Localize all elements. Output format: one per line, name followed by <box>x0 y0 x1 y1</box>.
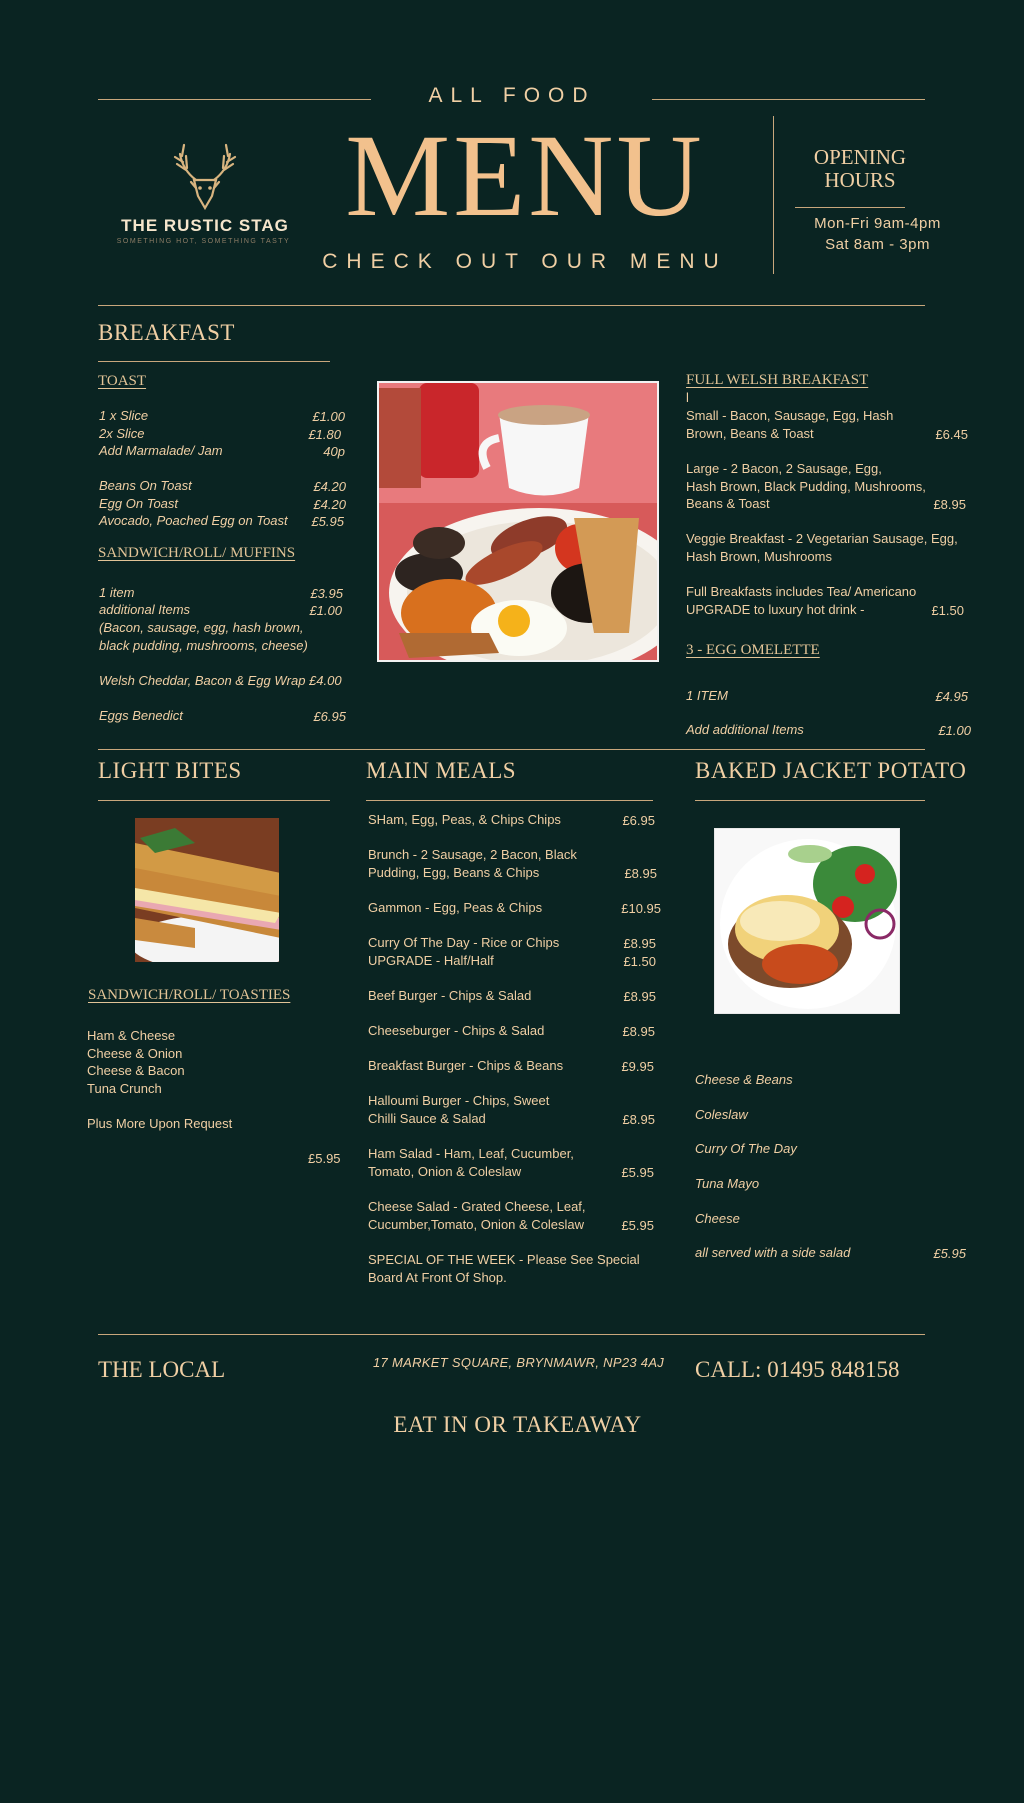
main-meal-price: £5.95 <box>621 1217 654 1233</box>
omelette-item-label: 1 ITEM <box>686 688 728 703</box>
jacket-served <box>695 1244 966 1262</box>
sandwich-fillings-note: (Bacon, sausage, egg, hash brown, black pudding, mushrooms, cheese) <box>99 620 308 653</box>
omelette-item-price: £4.95 <box>935 688 968 704</box>
opening-hours-title: OPENING HOURS <box>813 145 907 192</box>
toast-item-label: 1 x Slice <box>99 408 149 423</box>
header-bottom-rule <box>98 305 925 306</box>
welsh-wrap: Welsh Cheddar, Bacon & Egg Wrap £4.00 <box>99 673 342 688</box>
main-meal-item <box>368 1198 654 1234</box>
main-meal-price: £8.95 <box>622 1023 655 1039</box>
footer-phone: CALL: 01495 848158 <box>695 1357 900 1382</box>
jacket-filling: Tuna Mayo <box>695 1176 760 1191</box>
toast-item <box>99 477 346 495</box>
main-meal-item <box>368 987 656 1005</box>
main-meal-label: Breakfast Burger - Chips & Beans <box>368 1058 564 1073</box>
eggs-benedict-price: £6.95 <box>313 708 346 724</box>
full-welsh-item-price: £1.50 <box>931 602 964 618</box>
header-divider <box>773 116 774 274</box>
main-meal-item <box>368 1145 654 1181</box>
full-welsh-item-price: £8.95 <box>933 496 966 512</box>
omelette-item-label: Add additional Items <box>686 722 804 737</box>
main-meal-item <box>368 811 655 829</box>
main-meal-item <box>368 1057 654 1075</box>
toast-item-label: 2x Slice <box>99 426 145 441</box>
toast-item-price: £4.20 <box>313 478 346 494</box>
brand-slogan: SOMETHING HOT, SOMETHING TASTY <box>116 238 291 245</box>
main-meal-label: Brunch - 2 Sausage, 2 Bacon, Black Pudding, Egg, Beans & Chips <box>368 847 577 880</box>
main-meals-title: MAIN MEALS <box>366 758 517 783</box>
toasties-more: Plus More Upon Request <box>87 1116 233 1131</box>
section-rule <box>98 749 925 750</box>
main-meal-price: £9.95 <box>621 1058 654 1074</box>
full-welsh-item-label: Veggie Breakfast - 2 Vegetarian Sausage, Egg, Hash Brown, Mushrooms <box>686 531 958 564</box>
main-meal-item <box>368 1092 655 1128</box>
toast-item <box>99 495 346 513</box>
hours-saturday: Sat 8am - 3pm <box>825 236 930 253</box>
toast-item <box>99 512 344 530</box>
jacket-potato-title: BAKED JACKET POTATO <box>695 758 967 783</box>
toastie-photo <box>135 818 279 962</box>
toast-item <box>99 425 341 443</box>
eggs-benedict-label: Eggs Benedict <box>99 708 183 723</box>
main-meal-price: £10.95 <box>621 900 661 916</box>
main-meal-item <box>368 899 661 917</box>
main-meal-item <box>368 1022 655 1040</box>
full-welsh-item <box>686 407 968 443</box>
main-meal-label: Gammon - Egg, Peas & Chips <box>368 900 543 915</box>
eggs-benedict <box>99 707 346 725</box>
full-welsh-item <box>686 583 964 619</box>
sandwich-item-price: £1.00 <box>309 602 342 618</box>
omelette-item <box>686 687 968 705</box>
toast-item <box>99 407 345 425</box>
main-meal-label: SPECIAL OF THE WEEK - Please See Special Board At Front Of Shop. <box>368 1252 640 1285</box>
header-rule-left <box>98 99 371 100</box>
jacket-potato-rule <box>695 800 925 801</box>
toast-item-price: £5.95 <box>311 513 344 529</box>
breakfast-title: BREAKFAST <box>98 320 235 345</box>
toasties-price: £5.95 <box>308 1151 341 1166</box>
toast-heading: TOAST <box>98 373 147 389</box>
sandwich-item <box>99 584 343 602</box>
jacket-filling: Cheese & Beans <box>695 1072 793 1087</box>
brand-name: THE RUSTIC STAG <box>121 216 289 235</box>
full-welsh-item-label: Full Breakfasts includes Tea/ Americano UPGRADE to luxury hot drink - <box>686 584 917 617</box>
toast-item <box>99 442 345 460</box>
all-food-label: ALL FOOD <box>428 84 596 107</box>
toast-item-label: Add Marmalade/ Jam <box>99 443 223 458</box>
hours-weekday: Mon-Fri 9am-4pm <box>814 215 941 232</box>
toast-item-label: Avocado, Poached Egg on Toast <box>99 513 288 528</box>
hours-rule <box>795 207 905 208</box>
full-welsh-item <box>686 530 970 566</box>
main-meal-label: Cheese Salad - Grated Cheese, Leaf, Cucumber,Tomato, Onion & Coleslaw <box>368 1199 586 1232</box>
light-bites-rule <box>98 800 330 801</box>
main-meal-item <box>368 1251 658 1287</box>
jacket-served-label: all served with a side salad <box>695 1245 851 1260</box>
sandwich-item-label: 1 item <box>99 585 135 600</box>
jacket-filling: Curry Of The Day <box>695 1141 797 1156</box>
menu-tagline: CHECK OUT OUR MENU <box>322 250 728 273</box>
omelette-item-price: £1.00 <box>938 722 971 738</box>
main-meal-label: SHam, Egg, Peas, & Chips Chips <box>368 812 561 827</box>
breakfast-sandwich-heading: SANDWICH/ROLL/ MUFFINS <box>98 545 296 561</box>
sandwich-item-price: £3.95 <box>310 585 343 601</box>
footer-rule <box>98 1334 925 1335</box>
full-welsh-item <box>686 460 966 513</box>
breakfast-rule <box>98 361 330 362</box>
toasties-list: Ham & Cheese Cheese & Onion Cheese & Bacon Tuna Crunch <box>87 1028 185 1096</box>
main-meal-price: £5.95 <box>621 1164 654 1180</box>
toast-item-price: 40p <box>323 443 345 459</box>
main-meal-label: Curry Of The Day - Rice or Chips UPGRADE - Half/Half <box>368 935 560 968</box>
full-welsh-heading: FULL WELSH BREAKFAST <box>686 372 869 388</box>
main-meals-rule <box>366 800 653 801</box>
jacket-filling: Cheese <box>695 1211 740 1226</box>
main-meal-price: £8.95 <box>622 1111 655 1127</box>
eat-in-takeaway: EAT IN OR TAKEAWAY <box>393 1412 642 1437</box>
stag-icon <box>172 142 238 214</box>
footer-address: 17 MARKET SQUARE, BRYNMAWR, NP23 4AJ <box>373 1355 665 1370</box>
toast-item-price: £1.80 <box>308 426 341 442</box>
full-welsh-item-price: £6.45 <box>935 426 968 442</box>
full-welsh-item-label: Small - Bacon, Sausage, Egg, Hash Brown, Beans & Toast <box>686 408 894 441</box>
toasties-heading: SANDWICH/ROLL/ TOASTIES <box>88 987 291 1003</box>
main-meal-price: £8.95 <box>624 865 657 881</box>
main-meal-price: £8.95 £1.50 <box>623 936 656 969</box>
toast-item-label: Beans On Toast <box>99 478 192 493</box>
omelette-heading: 3 - EGG OMELETTE <box>686 642 820 658</box>
full-welsh-mark: l <box>686 390 689 405</box>
main-meal-label: Beef Burger - Chips & Salad <box>368 988 532 1003</box>
toast-item-price: £1.00 <box>312 408 345 424</box>
main-meal-price: £8.95 <box>623 988 656 1004</box>
stag-logo <box>172 142 238 214</box>
full-welsh-item-label: Large - 2 Bacon, 2 Sausage, Egg, Hash Brown, Black Pudding, Mushrooms, Beans & Toast <box>686 461 926 511</box>
main-meal-label: Halloumi Burger - Chips, Sweet Chilli Sauce & Salad <box>368 1093 550 1126</box>
menu-title: MENU <box>345 110 705 241</box>
sandwich-item-label: additional Items <box>99 602 191 617</box>
light-bites-title: LIGHT BITES <box>98 758 242 783</box>
main-meal-item <box>368 846 657 882</box>
toast-item-price: £4.20 <box>313 496 346 512</box>
jacket-potato-photo <box>714 828 900 1014</box>
jacket-filling: Coleslaw <box>695 1107 748 1122</box>
main-meal-label: Cheeseburger - Chips & Salad <box>368 1023 545 1038</box>
footer-name: THE LOCAL <box>98 1357 226 1382</box>
main-meal-item <box>368 934 656 970</box>
header-rule-right <box>652 99 925 100</box>
main-meal-price: £6.95 <box>622 812 655 828</box>
jacket-price: £5.95 <box>933 1245 966 1261</box>
toast-item-label: Egg On Toast <box>99 496 179 511</box>
full-breakfast-photo <box>377 381 659 662</box>
main-meal-label: Ham Salad - Ham, Leaf, Cucumber, Tomato, Onion & Coleslaw <box>368 1146 574 1179</box>
omelette-item <box>686 721 971 739</box>
sandwich-item <box>99 601 342 619</box>
